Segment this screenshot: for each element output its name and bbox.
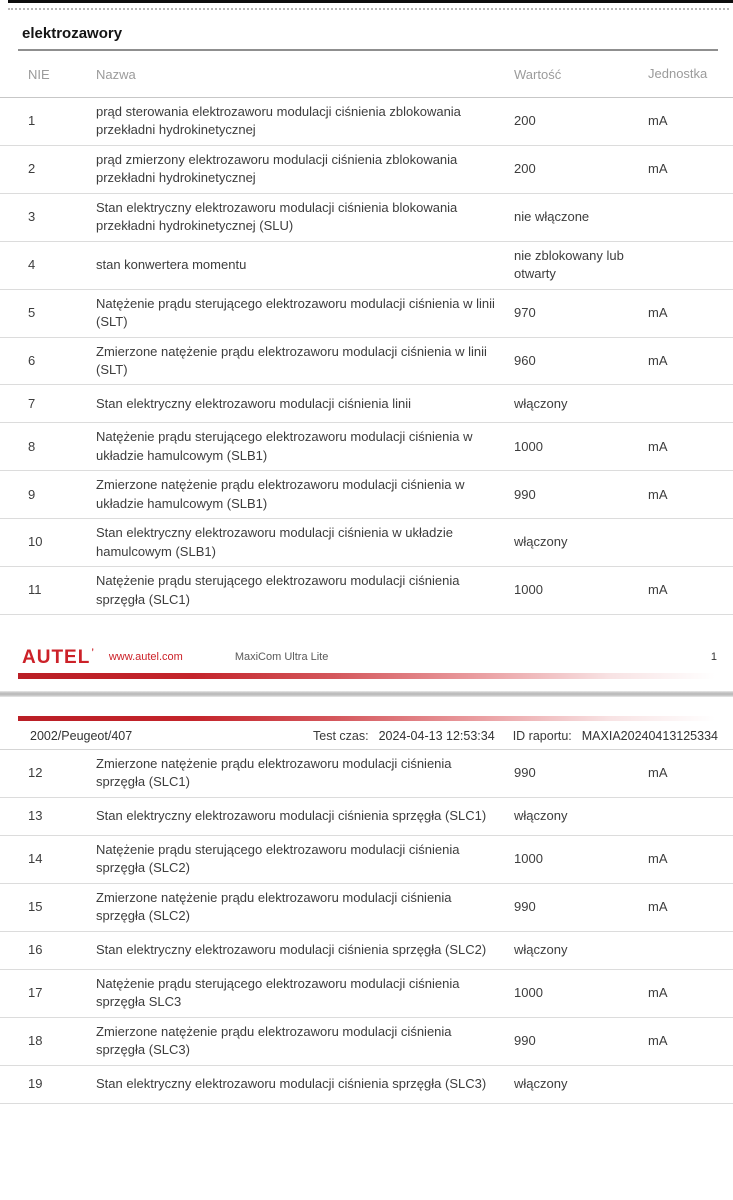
table-row [0, 146, 733, 194]
row-number: 9 [28, 486, 36, 502]
col-header-jednostka: Jednostka [648, 65, 708, 81]
row-value: włączony [514, 808, 568, 824]
row-number: 2 [28, 161, 36, 177]
autel-logo: AUTEL’ [22, 646, 95, 668]
row-name: Stan elektryczny elektrozaworu modulacji ciśnienia blokowania przekładni hydrokinetycznej (SLU) [96, 199, 458, 234]
table-row [0, 385, 733, 423]
col-header-wartosc: Wartość [514, 66, 562, 82]
row-value: nie włączone [514, 209, 590, 225]
row-value: 1000 [514, 984, 543, 1000]
table-body-page2 [0, 750, 733, 1104]
table-row [0, 1018, 733, 1066]
row-value: 990 [514, 486, 536, 502]
table-row [0, 798, 733, 836]
row-unit: mA [648, 1032, 668, 1048]
report-id-group [513, 729, 718, 743]
report-id-value: MAXIA20240413125334 [581, 729, 718, 743]
row-value: włączony [514, 395, 568, 411]
table-row [0, 290, 733, 338]
table-row [0, 750, 733, 798]
row-value: 990 [514, 899, 536, 915]
row-number: 6 [28, 352, 36, 368]
row-name: Natężenie prądu sterującego elektrozaworu modulacji ciśnienia w układzie hamulcowym (SLB1) [96, 429, 473, 463]
row-name: stan konwertera momentu [96, 256, 247, 272]
row-value: 200 [514, 161, 536, 177]
table-row [0, 1066, 733, 1104]
col-header-nazwa: Nazwa [96, 66, 136, 82]
row-name: Zmierzone natężenie prądu elektrozaworu modulacji ciśnienia sprzęgła (SLC3) [96, 1023, 452, 1058]
table-row [0, 519, 733, 567]
row-name: Stan elektryczny elektrozaworu modulacji ciśnienia linii [96, 395, 412, 411]
row-name: Stan elektryczny elektrozaworu modulacji ciśnienia sprzęgła (SLC1) [96, 808, 487, 824]
row-name: Stan elektryczny elektrozaworu modulacji ciśnienia w układzie hamulcowym (SLB1) [96, 525, 453, 559]
row-value: włączony [514, 1075, 568, 1091]
row-number: 13 [28, 808, 43, 824]
row-unit: mA [648, 352, 668, 368]
report-id-label: ID raportu: [512, 729, 572, 743]
row-value: 960 [514, 352, 536, 368]
table-row [0, 970, 733, 1018]
row-number: 4 [28, 256, 36, 272]
row-name: prąd sterowania elektrozaworu modulacji ciśnienia zblokowania przekładni hydrokinetycznej [96, 104, 461, 138]
table-row [0, 471, 733, 519]
row-name: Stan elektryczny elektrozaworu modulacji ciśnienia sprzęgła (SLC3) [96, 1075, 487, 1091]
row-unit: mA [648, 113, 668, 129]
row-unit: mA [648, 161, 668, 177]
row-value: 1000 [514, 582, 543, 598]
table-row [0, 932, 733, 970]
test-time-value: 2024-04-13 12:53:34 [378, 729, 495, 743]
row-unit: mA [648, 438, 668, 454]
row-number: 3 [28, 209, 36, 225]
row-unit: mA [648, 899, 668, 915]
row-value: 1000 [514, 438, 543, 454]
row-value: 200 [514, 113, 536, 129]
row-name: Natężenie prądu sterującego elektrozaworu modulacji ciśnienia sprzęgła (SLC2) [96, 841, 460, 876]
row-value: nie zblokowany lub otwarty [514, 247, 624, 282]
table-row [0, 98, 733, 146]
table-row [0, 338, 733, 386]
row-value: 990 [514, 1032, 536, 1048]
table-row [0, 567, 733, 615]
row-name: Zmierzone natężenie prądu elektrozaworu modulacji ciśnienia sprzęgła (SLC1) [96, 756, 452, 790]
row-unit: mA [648, 486, 668, 502]
test-time-label: Test czas: [313, 729, 369, 743]
col-header-nie: NIE [28, 66, 50, 82]
row-value: 990 [514, 765, 536, 781]
row-number: 8 [28, 438, 36, 454]
page-number: 1 [710, 651, 717, 663]
row-unit: mA [648, 582, 668, 598]
row-number: 5 [28, 304, 36, 320]
section-title: elektrozawory [22, 25, 123, 42]
row-number: 14 [28, 851, 43, 867]
footer-brand-row [0, 646, 733, 668]
row-number: 17 [28, 984, 43, 1000]
row-name: Zmierzone natężenie prądu elektrozaworu modulacji ciśnienia w linii (SLT) [96, 343, 487, 377]
table-row [0, 884, 733, 932]
row-name: Natężenie prądu sterującego elektrozaworu modulacji ciśnienia sprzęgła (SLC1) [96, 573, 460, 607]
row-value: 1000 [514, 851, 543, 867]
row-value: 970 [514, 304, 536, 320]
footer-red-gradient-bar [18, 673, 715, 679]
row-number: 10 [28, 534, 43, 550]
table-row [0, 242, 733, 290]
row-value: włączony [514, 941, 568, 957]
table-header-row [0, 51, 733, 98]
table-row [0, 194, 733, 242]
row-unit: mA [648, 984, 668, 1000]
row-number: 1 [28, 113, 36, 129]
vehicle-info: 2002/Peugeot/407 [30, 729, 133, 743]
row-value: włączony [514, 534, 568, 550]
table-body-page1 [0, 98, 733, 615]
row-number: 19 [28, 1075, 43, 1091]
row-name: Natężenie prądu sterującego elektrozaworu modulacji ciśnienia w linii (SLT) [96, 295, 495, 330]
row-number: 16 [28, 941, 43, 957]
footer-product-name: MaxiCom Ultra Lite [234, 651, 329, 663]
page1-footer [0, 646, 733, 679]
row-number: 18 [28, 1032, 43, 1048]
row-number: 15 [28, 899, 43, 915]
row-number: 7 [28, 395, 36, 411]
table-row [0, 836, 733, 884]
row-number: 11 [28, 582, 42, 598]
row-unit: mA [648, 851, 668, 867]
logo-trademark: ’ [91, 646, 95, 657]
report-page-2 [0, 697, 733, 1104]
row-number: 12 [28, 765, 43, 781]
row-name: prąd zmierzony elektrozaworu modulacji ciśnienia zblokowania przekładni hydrokinetycznej [96, 151, 458, 186]
table-row [0, 423, 733, 471]
row-name: Natężenie prądu sterującego elektrozaworu modulacji ciśnienia sprzęgła SLC3 [96, 975, 460, 1010]
page2-header-row [0, 721, 733, 750]
row-name: Zmierzone natężenie prądu elektrozaworu modulacji ciśnienia w układzie hamulcowym (SLB1) [96, 477, 465, 511]
row-name: Stan elektryczny elektrozaworu modulacji ciśnienia sprzęgła (SLC2) [96, 941, 487, 957]
row-unit: mA [648, 765, 668, 781]
row-name: Zmierzone natężenie prądu elektrozaworu modulacji ciśnienia sprzęgła (SLC2) [96, 889, 452, 924]
footer-website: www.autel.com [108, 651, 183, 663]
row-unit: mA [648, 304, 668, 320]
